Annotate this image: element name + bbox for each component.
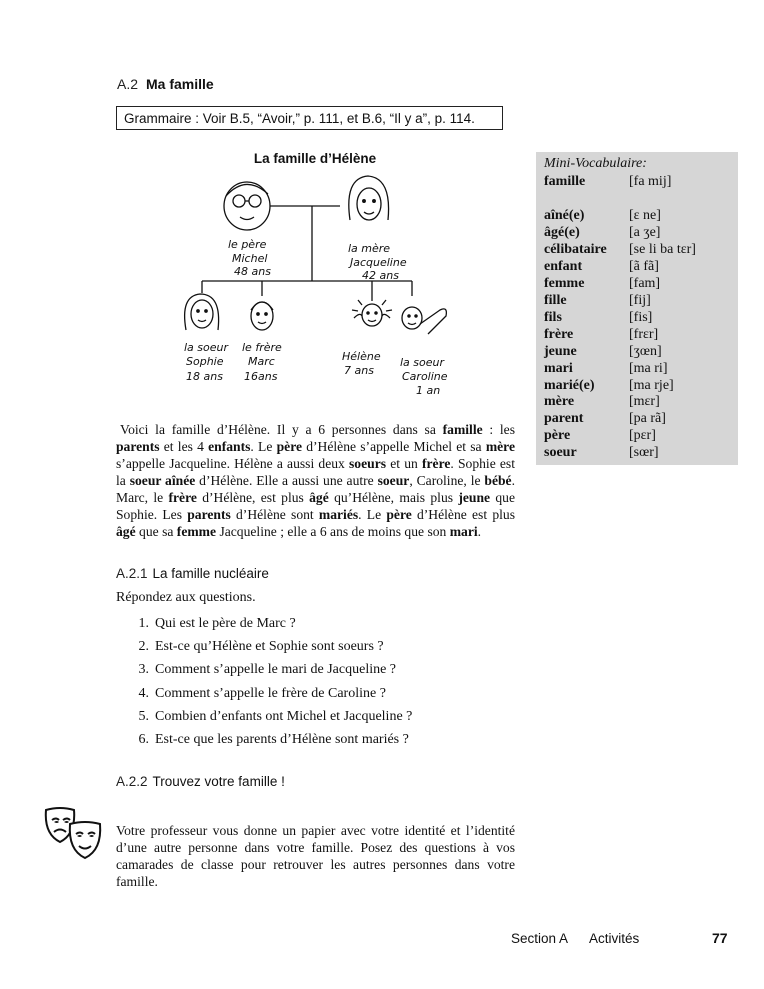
text-segment: d’Hélène est plus	[411, 507, 515, 522]
text-segment: . Marc, le	[116, 473, 515, 505]
mother-age: 42 ans	[362, 269, 399, 282]
bold-term: jeune	[458, 490, 491, 505]
mini-vocabulary-box	[536, 152, 738, 465]
vocab-entry	[544, 393, 660, 410]
bold-term: famille	[442, 422, 483, 437]
vocab-entry	[544, 444, 659, 461]
question-number: 2.	[138, 639, 149, 655]
text-segment: .	[477, 524, 482, 539]
vocab-pronunciation: [ma rje]	[629, 377, 674, 393]
grammar-reference-box: Grammaire : Voir B.5, “Avoir,” p. 111, et B.6, “Il y a”, p. 114.	[116, 106, 503, 130]
marc-role: le frère	[242, 341, 282, 354]
vocab-word: frère	[544, 326, 574, 342]
helene-drawing	[352, 295, 392, 326]
text-segment: d’Hélène sont	[230, 507, 319, 522]
vocab-entry	[544, 326, 658, 343]
question-text: Comment s’appelle le mari de Jacqueline ?	[155, 662, 397, 678]
bold-term: âgé	[116, 524, 136, 539]
vocab-word: mère	[544, 394, 575, 410]
family-tree-illustration	[150, 168, 470, 408]
bold-term: parents	[187, 507, 231, 522]
footer-section-label: Section A	[511, 931, 569, 946]
question-item	[116, 708, 412, 731]
bold-term: bébé	[484, 473, 512, 488]
bold-term: soeurs	[349, 456, 387, 471]
bold-term: mariés	[318, 507, 359, 522]
vocab-word: marié(e)	[544, 377, 595, 393]
vocab-entry	[544, 207, 661, 224]
vocab-word: aîné(e)	[544, 208, 585, 223]
mother-name: Jacqueline	[350, 256, 407, 269]
activity-paragraph: Votre professeur vous donne un papier avec votre identité et l’identité d’une autre personne dans votre famille. Posez des questions à vos camarades de classe pour retrouver les autres personnes dans votre famille.	[116, 823, 515, 889]
subsection-title: Trouvez votre famille !	[152, 774, 285, 789]
caroline-role: la soeur	[400, 356, 445, 369]
marc-name: Marc	[248, 355, 275, 368]
vocab-entry	[544, 258, 659, 275]
question-number: 3.	[138, 662, 149, 678]
question-item	[116, 615, 412, 638]
vocab-pronunciation: [fa mij]	[629, 174, 672, 189]
figure-title: La famille d’Hélène	[253, 151, 377, 166]
text-segment: Jacqueline ; elle a 6 ans de moins que son	[216, 524, 450, 539]
vocab-pronunciation: [mɛr]	[629, 394, 660, 410]
text-segment: et un	[386, 456, 422, 471]
subsection-heading	[116, 566, 269, 581]
vocab-pronunciation: [frɛr]	[629, 326, 659, 342]
bold-term: père	[386, 507, 412, 522]
vocab-pronunciation: [fam]	[629, 275, 661, 291]
vocab-word: célibataire	[544, 241, 607, 257]
vocab-pronunciation: [pɛr]	[629, 428, 656, 444]
subsection-heading	[116, 774, 285, 789]
vocab-entry	[544, 360, 667, 377]
vocab-entry	[544, 410, 666, 427]
page-number: 77	[712, 930, 728, 946]
vocab-pronunciation: [ma ri]	[629, 360, 668, 376]
caroline-name: Caroline	[402, 370, 448, 383]
footer-activity-label: Activités	[589, 931, 640, 946]
vocab-entry	[544, 241, 696, 258]
sophie-role: la soeur	[184, 341, 229, 354]
text-segment: : les	[482, 422, 515, 437]
bold-term: frère	[421, 456, 451, 471]
bold-term: mère	[485, 439, 515, 454]
bold-term: père	[276, 439, 303, 454]
bold-term: frère	[168, 490, 197, 505]
marc-age: 16ans	[244, 370, 278, 383]
theater-masks-icon	[42, 806, 104, 862]
text-segment: que Sophie. Les	[116, 490, 515, 522]
bold-term: soeur	[377, 473, 410, 488]
vocab-pronunciation: [a ʒe]	[629, 224, 661, 240]
question-number: 5.	[138, 708, 149, 724]
text-segment: . Le	[250, 439, 277, 454]
vocab-word: père	[544, 428, 571, 444]
vocab-pronunciation: [ɛ ne]	[629, 208, 661, 223]
vocab-word: mari	[544, 360, 573, 376]
text-segment: et les 4	[159, 439, 209, 454]
father-name: Michel	[232, 252, 268, 265]
vocab-word: parent	[544, 411, 584, 427]
question-text: Combien d’enfants ont Michel et Jacqueline ?	[155, 708, 413, 724]
vocab-entry	[544, 292, 651, 309]
bold-term: femme	[176, 524, 217, 539]
father-role: le père	[228, 238, 267, 251]
vocab-pronunciation: [ã fã]	[629, 258, 659, 274]
text-segment: , Caroline, le	[409, 473, 485, 488]
vocab-pronunciation: [ʒœn]	[629, 343, 662, 359]
bold-term: enfants	[208, 439, 251, 454]
text-segment: . Le	[358, 507, 387, 522]
vocab-entry	[544, 309, 652, 326]
question-list	[116, 615, 412, 754]
question-text: Est-ce qu’Hélène et Sophie sont soeurs ?	[155, 639, 384, 655]
vocab-pronunciation: [fis]	[629, 309, 653, 325]
vocab-entry	[544, 377, 674, 394]
sophie-name: Sophie	[186, 355, 224, 368]
subsection-number: A.2.1	[116, 566, 148, 581]
question-text: Qui est le père de Marc ?	[155, 616, 296, 631]
vocab-entry	[544, 224, 660, 241]
father-age: 48 ans	[234, 265, 271, 278]
vocab-entry	[544, 173, 671, 190]
helene-name: Hélène	[342, 350, 381, 363]
vocab-word: fille	[544, 292, 567, 308]
vocab-pronunciation: [sœr]	[629, 445, 659, 461]
instruction-text: Répondez aux questions.	[116, 590, 256, 605]
subsection-number: A.2.2	[116, 774, 148, 789]
vocab-word: soeur	[544, 445, 577, 461]
text-segment: d’Hélène, est plus	[196, 490, 310, 505]
family-description-paragraph	[116, 421, 515, 540]
vocab-entry	[544, 427, 656, 444]
question-item	[116, 731, 412, 754]
text-segment: d’Hélène s’appelle Michel et sa	[302, 439, 486, 454]
question-item	[116, 685, 412, 708]
question-number: 6.	[138, 731, 149, 747]
question-number: 1.	[138, 616, 149, 631]
mother-drawing	[349, 176, 389, 220]
mother-role: la mère	[348, 242, 391, 255]
caroline-age: 1 an	[416, 384, 441, 397]
vocab-pronunciation: [fij]	[629, 292, 651, 308]
vocab-word: femme	[544, 275, 585, 291]
vocab-pronunciation: [se li ba tɛr]	[629, 241, 696, 257]
text-segment: . Sophie est la	[116, 456, 515, 488]
question-number: 4.	[138, 685, 149, 701]
question-item	[116, 638, 412, 661]
father-drawing	[224, 182, 270, 230]
question-text: Comment s’appelle le frère de Caroline ?	[155, 685, 386, 701]
text-segment: qu’Hélène, mais plus	[328, 490, 459, 505]
caroline-drawing	[402, 307, 446, 334]
bold-term: soeur aînée	[129, 473, 196, 488]
vocab-entry	[544, 275, 660, 292]
bold-term: âgé	[309, 490, 329, 505]
text-segment: s’appelle Jacqueline. Hélène a aussi deux	[116, 456, 350, 471]
vocab-word: enfant	[544, 258, 583, 274]
text-segment: Voici la famille d’Hélène. Il y a 6 personnes dans sa	[120, 422, 443, 437]
sophie-drawing	[185, 294, 219, 330]
vocab-word: famille	[544, 174, 586, 189]
subsection-title: La famille nucléaire	[152, 566, 269, 581]
vocab-entry	[544, 343, 662, 360]
vocab-title: Mini-Vocabulaire:	[544, 156, 647, 171]
vocab-word: fils	[544, 309, 562, 325]
bold-term: parents	[116, 439, 160, 454]
vocab-word: âgé(e)	[544, 224, 580, 240]
section-number: A.2	[117, 76, 139, 92]
text-segment: que sa	[135, 524, 177, 539]
text-segment: d’Hélène. Elle a aussi une autre	[195, 473, 378, 488]
question-text: Est-ce que les parents d’Hélène sont mariés ?	[155, 731, 409, 747]
marc-drawing	[251, 302, 273, 330]
vocab-pronunciation: [pa rã]	[629, 411, 666, 427]
bold-term: mari	[449, 524, 478, 539]
question-item	[116, 661, 412, 684]
sophie-age: 18 ans	[186, 370, 223, 383]
section-heading	[117, 76, 214, 92]
vocab-word: jeune	[544, 343, 577, 359]
section-title: Ma famille	[146, 76, 214, 92]
helene-age: 7 ans	[344, 364, 374, 377]
